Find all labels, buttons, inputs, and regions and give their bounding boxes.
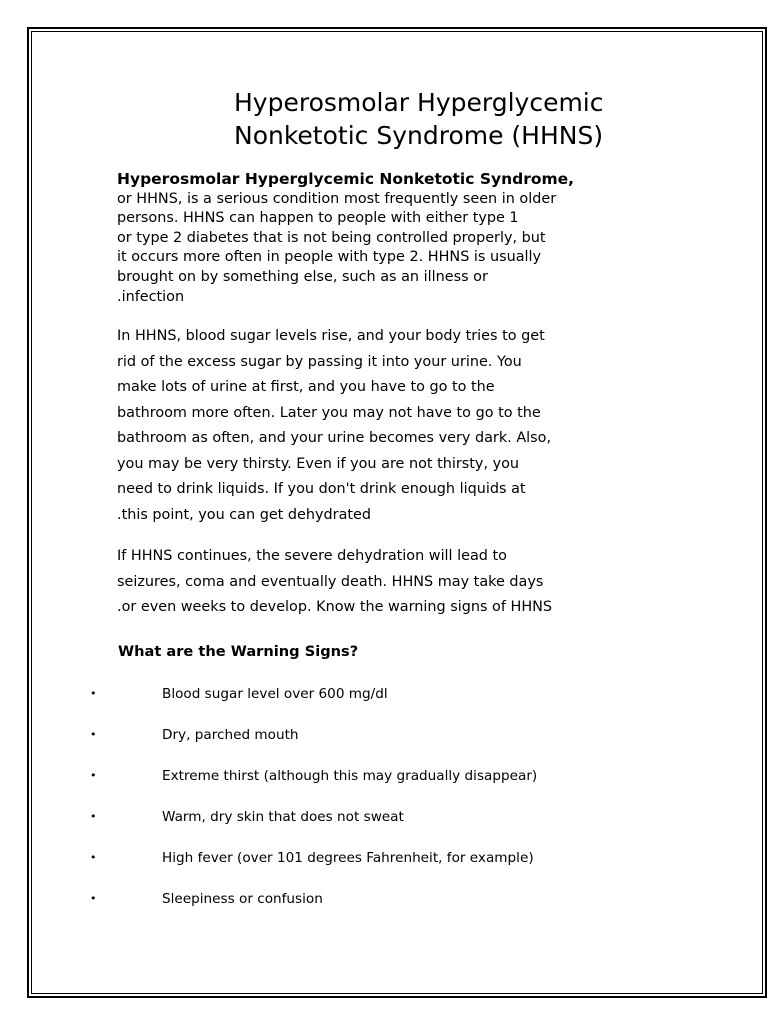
intro-bold-lead: Hyperosmolar Hyperglycemic Nonketotic Syndrome, [117,170,575,188]
document-title [234,86,704,152]
warning-signs-heading: What are the Warning Signs? [118,643,359,660]
intro-line: .infection [117,288,185,305]
warning-sign-text: Extreme thirst (although this may gradually disappear) [162,768,538,784]
intro-line: persons. HHNS can happen to people with either type 1 [117,210,519,227]
warning-sign-text: Sleepiness or confusion [162,891,323,907]
warning-sign-text: Blood sugar level over 600 mg/dl [162,686,388,702]
warning-sign-text: Warm, dry skin that does not sweat [162,809,404,825]
paragraph-line: make lots of urine at first, and you have to go to the [117,379,495,395]
intro-line: or type 2 diabetes that is not being controlled properly, but [117,229,546,246]
warning-sign-item [0,889,768,930]
paragraph-line: .or even weeks to develop. Know the warning signs of HHNS [117,599,553,615]
paragraph-line: need to drink liquids. If you don't drink enough liquids at [117,481,526,497]
warning-sign-text: Dry, parched mouth [162,727,299,743]
warning-sign-text: High fever (over 101 degrees Fahrenheit, for example) [162,850,534,866]
bullet-icon: • [90,851,97,864]
bullet-icon: • [90,892,97,905]
bullet-icon: • [90,687,97,700]
intro-line: brought on by something else, such as an illness or [117,268,488,285]
paragraph-line: bathroom more often. Later you may not have to go to the [117,404,541,421]
warning-signs-list [0,684,768,930]
paragraph-line: rid of the excess sugar by passing it into your urine. You [117,353,522,370]
paragraph-line: seizures, coma and eventually death. HHNS may take days [117,573,544,590]
paragraph-symptoms [117,324,677,528]
bullet-icon: • [90,769,97,782]
warning-sign-item [0,684,768,725]
intro-line: it occurs more often in people with type 2. HHNS is usually [117,249,542,266]
paragraph-line: If HHNS continues, the severe dehydration will lead to [117,548,507,564]
paragraph-line: .this point, you can get dehydrated [117,506,372,523]
warning-sign-item [0,848,768,889]
intro-line: or HHNS, is a serious condition most frequently seen in older [117,190,557,207]
warning-sign-item [0,725,768,766]
paragraph-line: you may be very thirsty. Even if you are not thirsty, you [117,455,520,472]
warning-sign-item [0,766,768,807]
paragraph-progression [117,544,677,621]
title-line: Nonketotic Syndrome (HHNS) [234,121,604,150]
bullet-icon: • [90,728,97,741]
bullet-icon: • [90,810,97,823]
paragraph-line: bathroom as often, and your urine becomes very dark. Also, [117,430,552,446]
intro-paragraph [117,170,677,307]
paragraph-line: In HHNS, blood sugar levels rise, and your body tries to get [117,328,545,344]
title-line: Hyperosmolar Hyperglycemic [234,88,604,117]
warning-sign-item [0,807,768,848]
